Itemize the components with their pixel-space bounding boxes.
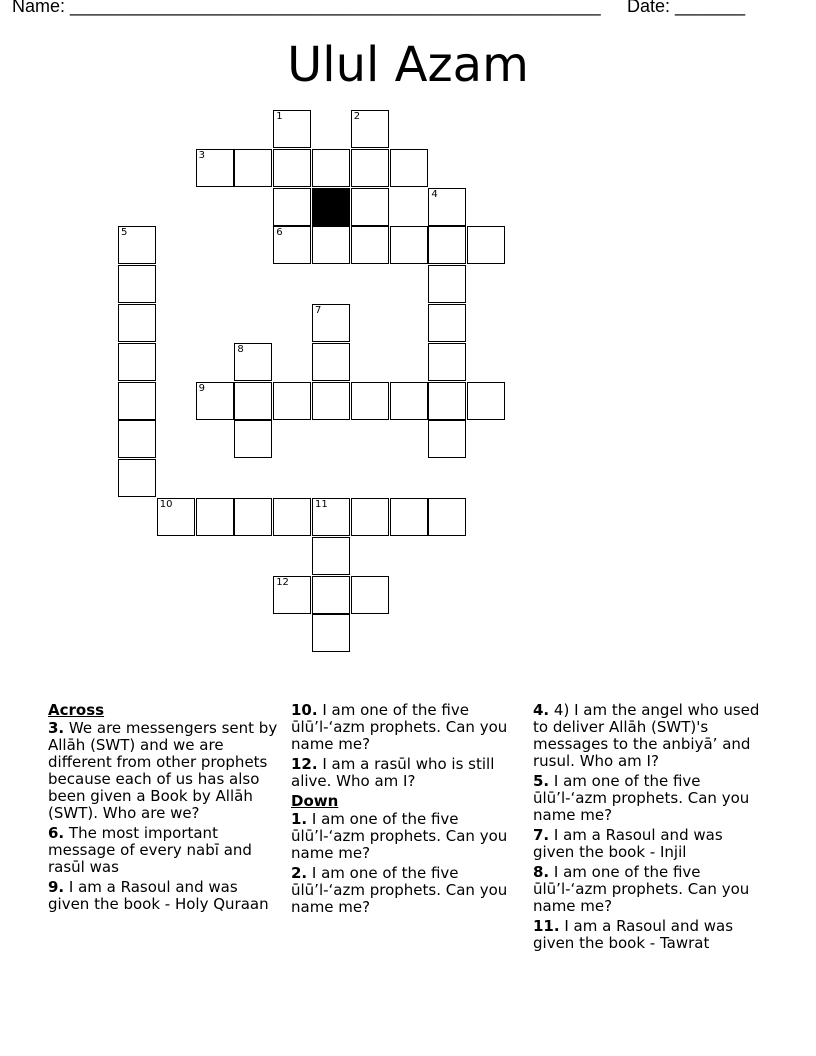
crossword-cell[interactable] xyxy=(351,382,389,420)
down-heading: Down xyxy=(291,792,339,810)
crossword-cell[interactable] xyxy=(351,498,389,536)
clue-down-4 xyxy=(533,702,765,770)
clue-number: 12. xyxy=(291,755,318,773)
clue-number: 11. xyxy=(533,917,560,935)
clue-number: 4. xyxy=(533,701,550,719)
crossword-cell[interactable] xyxy=(234,498,272,536)
clue-number-label: 12 xyxy=(276,576,289,588)
clue-text: I am one of the five ūlū’l-‘azm prophets. Can you name me? xyxy=(291,864,508,916)
clue-number: 1. xyxy=(291,810,308,828)
clue-down-8 xyxy=(533,864,765,915)
clue-number-label: 5 xyxy=(121,227,128,239)
crossword-cell[interactable] xyxy=(273,110,311,148)
crossword-cell[interactable] xyxy=(234,343,272,381)
crossword-cell[interactable] xyxy=(273,576,311,614)
clue-number-label: 2 xyxy=(353,111,361,122)
crossword-cell[interactable] xyxy=(312,498,350,536)
crossword-cell[interactable] xyxy=(390,382,428,420)
clue-number: 8. xyxy=(533,863,550,881)
clue-number: 5. xyxy=(533,772,550,790)
clue-down-1 xyxy=(291,811,523,862)
crossword-cell[interactable] xyxy=(428,420,466,458)
crossword-cell[interactable] xyxy=(234,149,272,187)
crossword-cell[interactable] xyxy=(273,188,311,226)
crossword-cell[interactable] xyxy=(273,149,311,187)
crossword-cell[interactable] xyxy=(351,188,389,226)
crossword-cell[interactable] xyxy=(467,226,505,264)
clue-number-label: 7 xyxy=(315,305,322,316)
clue-across-12 xyxy=(291,756,523,790)
clue-down-11 xyxy=(533,918,765,952)
crossword-cell[interactable] xyxy=(428,343,466,381)
clue-number-label: 3 xyxy=(198,149,205,161)
clue-number: 10. xyxy=(291,701,318,719)
clue-number-label: 11 xyxy=(315,499,328,510)
crossword-cell[interactable] xyxy=(312,149,350,187)
crossword-cell[interactable] xyxy=(390,226,428,264)
clue-number-label: 6 xyxy=(276,227,283,239)
crossword-cell[interactable] xyxy=(234,382,272,420)
crossword-cell[interactable] xyxy=(390,149,428,187)
clue-number-label: 1 xyxy=(276,111,283,122)
clue-text: We are messengers sent by Allāh (SWT) and we are different from other prophets because each of us has also been given a Book by Allāh (SWT). Who are we? xyxy=(48,719,278,822)
crossword-cell[interactable] xyxy=(428,188,466,226)
clue-text: I am one of the five ūlū’l-‘azm prophets. Can you name me? xyxy=(533,863,750,915)
crossword-cell[interactable] xyxy=(428,226,466,264)
crossword-cell[interactable] xyxy=(273,382,311,420)
page-title: Ulul Azam xyxy=(287,37,529,93)
clue-text: I am a Rasoul and was given the book - Injil xyxy=(533,826,723,861)
clue-text: I am one of the five ūlū’l-‘azm prophets. Can you name me? xyxy=(291,701,508,753)
crossword-cell[interactable] xyxy=(351,576,389,614)
clue-across-9 xyxy=(48,879,280,913)
crossword-cell[interactable] xyxy=(312,537,350,575)
clue-across-10 xyxy=(291,702,523,753)
clue-text: I am one of the five ūlū’l-‘azm prophets. Can you name me? xyxy=(291,810,508,862)
crossword-cell[interactable] xyxy=(273,498,311,536)
crossword-cell[interactable] xyxy=(312,614,350,652)
clue-number: 7. xyxy=(533,826,550,844)
clue-down-7 xyxy=(533,827,765,861)
across-heading: Across xyxy=(48,701,105,719)
clue-text: I am a Rasoul and was given the book - Holy Quraan xyxy=(48,878,269,913)
clue-number: 9. xyxy=(48,878,65,896)
clue-text: 4) I am the angel who used to deliver Allāh (SWT)'s messages to the anbiyā’ and rusul. Who am I? xyxy=(533,701,760,770)
clue-across-6 xyxy=(48,825,280,876)
clue-number-label: 10 xyxy=(159,499,173,510)
crossword-cell[interactable] xyxy=(428,498,466,536)
crossword-black-cell xyxy=(312,188,350,226)
crossword-cell[interactable] xyxy=(196,498,234,536)
clue-text: I am a rasūl who is still alive. Who am I? xyxy=(291,755,495,790)
crossword-cell[interactable] xyxy=(312,226,350,264)
crossword-cell[interactable] xyxy=(118,420,156,458)
crossword-cell[interactable] xyxy=(428,304,466,342)
clue-number-label: 8 xyxy=(237,343,244,355)
crossword-cell[interactable] xyxy=(273,226,311,264)
clue-number: 2. xyxy=(291,864,308,882)
crossword-cell[interactable] xyxy=(467,382,505,420)
crossword-cell[interactable] xyxy=(234,420,272,458)
clues-column-2 xyxy=(291,702,523,919)
crossword-cell[interactable] xyxy=(118,459,156,497)
clue-text: I am a Rasoul and was given the book - Tawrat xyxy=(533,917,734,952)
crossword-cell[interactable] xyxy=(118,382,156,420)
crossword-cell[interactable] xyxy=(351,149,389,187)
crossword-cell[interactable] xyxy=(351,110,389,148)
clue-across-3 xyxy=(48,720,280,822)
clue-down-2 xyxy=(291,865,523,916)
crossword-cell[interactable] xyxy=(312,382,350,420)
crossword-cell[interactable] xyxy=(196,382,234,420)
clue-number-label: 4 xyxy=(431,188,438,200)
crossword-cell[interactable] xyxy=(118,226,156,264)
crossword-cell[interactable] xyxy=(118,265,156,303)
clue-text: The most important message of every nabī and rasūl was xyxy=(48,824,252,876)
crossword-cell[interactable] xyxy=(118,304,156,342)
clue-number: 3. xyxy=(48,719,65,737)
clue-text: I am one of the five ūlū’l-‘azm prophets. Can you name me? xyxy=(533,772,750,824)
clues-column-1 xyxy=(48,702,280,916)
clue-number: 6. xyxy=(48,824,65,842)
crossword-cell[interactable] xyxy=(428,382,466,420)
crossword-cell[interactable] xyxy=(428,265,466,303)
crossword-cell[interactable] xyxy=(312,304,350,342)
crossword-cell[interactable] xyxy=(312,343,350,381)
clues-column-3 xyxy=(533,702,765,955)
clue-down-5 xyxy=(533,773,765,824)
date-field-label: Date: _______ xyxy=(627,0,746,16)
crossword-cell[interactable] xyxy=(390,498,428,536)
crossword-cell[interactable] xyxy=(196,149,234,187)
clue-number-label: 9 xyxy=(198,382,205,394)
crossword-cell[interactable] xyxy=(157,498,195,536)
crossword-cell[interactable] xyxy=(312,576,350,614)
crossword-cell[interactable] xyxy=(351,226,389,264)
crossword-cell[interactable] xyxy=(118,343,156,381)
name-field-label: Name: _____________________________________________________ xyxy=(12,0,601,16)
